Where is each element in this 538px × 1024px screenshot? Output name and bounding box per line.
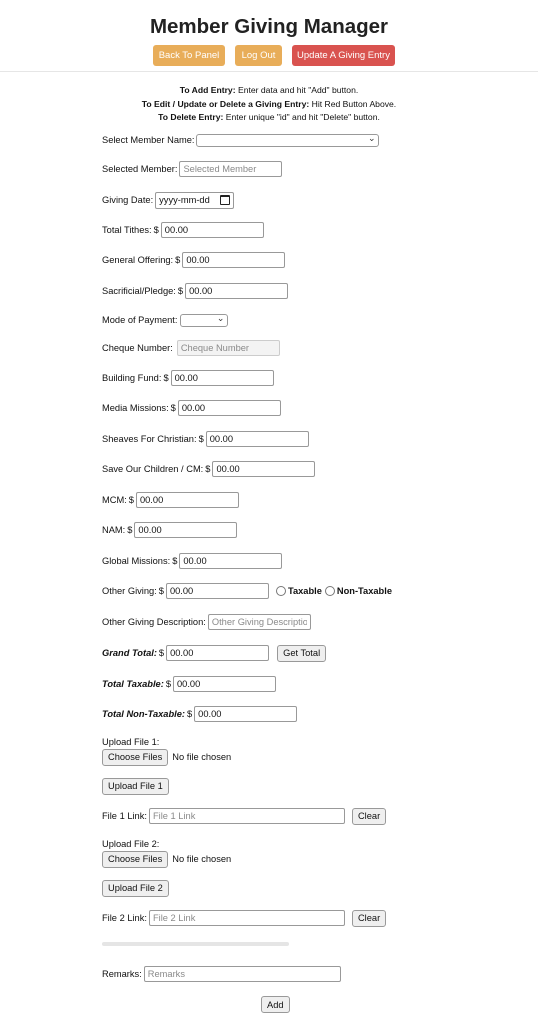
file2-chooser-row xyxy=(102,850,231,868)
file2-status: No file chosen xyxy=(172,854,232,864)
taxable-label: Taxable xyxy=(287,586,322,596)
page-title: Member Giving Manager xyxy=(149,15,389,38)
remarks-label: Remarks: xyxy=(102,969,142,979)
giving-date-value: yyyy-mm-dd xyxy=(159,195,210,205)
selected-member-input[interactable] xyxy=(179,161,282,177)
instruction-edit xyxy=(0,98,538,112)
file1-link-row xyxy=(102,807,386,825)
instruction-delete-label: To Delete Entry: xyxy=(158,112,224,122)
media-missions-row xyxy=(102,399,281,417)
instruction-delete-text: Enter unique "id" and hit "Delete" button. xyxy=(223,112,380,122)
sacrificial-row xyxy=(102,282,288,300)
remarks-row xyxy=(102,965,341,983)
back-to-panel-button[interactable]: Back To Panel xyxy=(153,45,225,66)
sheaves-row xyxy=(102,430,309,448)
dollar-sign: $ xyxy=(163,373,169,383)
mcm-row xyxy=(102,491,239,509)
total-nontaxable-input[interactable] xyxy=(194,706,297,722)
other-giving-label: Other Giving: xyxy=(102,586,157,596)
total-nontaxable-label: Total Non-Taxable: xyxy=(102,709,185,719)
upload-file2-label: Upload File 2: xyxy=(102,839,160,849)
upload2-button-row xyxy=(102,879,169,897)
instructions xyxy=(0,84,538,125)
total-taxable-input[interactable] xyxy=(173,676,276,692)
taxable-radio[interactable] xyxy=(276,586,286,596)
instruction-edit-text: Hit Red Button Above. xyxy=(309,98,397,109)
other-giving-row xyxy=(102,582,392,600)
mode-payment-row xyxy=(102,311,228,329)
get-total-button[interactable]: Get Total xyxy=(277,645,326,662)
chevron-down-icon: ⌄ xyxy=(367,132,376,143)
selected-member-label: Selected Member: xyxy=(102,164,178,174)
grand-total-input[interactable] xyxy=(166,645,269,661)
file1-link-input[interactable] xyxy=(149,808,345,824)
instruction-add-label: To Add Entry: xyxy=(179,85,236,95)
dollar-sign: $ xyxy=(158,648,165,658)
file1-chooser-row xyxy=(102,748,231,766)
upload-file2-button[interactable]: Upload File 2 xyxy=(102,880,169,897)
file2-link-input[interactable] xyxy=(149,910,345,926)
dollar-sign: $ xyxy=(165,679,171,689)
select-member-row xyxy=(102,131,379,149)
file2-link-label: File 2 Link: xyxy=(102,913,147,923)
choose-files-button-1[interactable]: Choose Files xyxy=(102,749,168,766)
page-header xyxy=(0,0,538,72)
upload-file1-button[interactable]: Upload File 1 xyxy=(102,778,169,795)
dollar-sign: $ xyxy=(187,709,193,719)
total-nontaxable-row xyxy=(102,705,297,723)
dollar-sign: $ xyxy=(158,586,164,596)
clear-file2-button[interactable]: Clear xyxy=(352,910,386,927)
file2-link-row xyxy=(102,909,386,927)
mcm-label: MCM: xyxy=(102,495,127,505)
upload-progress-bar xyxy=(102,942,289,946)
clear-file1-button[interactable]: Clear xyxy=(352,808,386,825)
non-taxable-label: Non-Taxable xyxy=(336,586,392,596)
cheque-input[interactable] xyxy=(177,340,280,356)
other-desc-input[interactable] xyxy=(208,614,311,630)
global-missions-input[interactable] xyxy=(179,553,282,569)
add-button[interactable]: Add xyxy=(261,996,290,1013)
total-taxable-row xyxy=(102,675,276,693)
dollar-sign: $ xyxy=(170,403,176,413)
remarks-input[interactable] xyxy=(144,966,341,982)
instruction-edit-label: To Edit / Update or Delete a Giving Entry: xyxy=(141,98,310,109)
instruction-add xyxy=(0,84,538,98)
dollar-sign: $ xyxy=(198,434,204,444)
media-missions-input[interactable] xyxy=(178,400,281,416)
total-taxable-label: Total Taxable: xyxy=(102,679,164,689)
total-tithes-row xyxy=(102,221,264,239)
dollar-sign: $ xyxy=(127,525,133,535)
sacrificial-label: Sacrificial/Pledge: xyxy=(102,286,176,296)
mcm-input[interactable] xyxy=(136,492,239,508)
grand-total-label: Grand Total: xyxy=(102,648,157,658)
save-children-row xyxy=(102,460,315,478)
dollar-sign: $ xyxy=(177,286,184,296)
general-offering-label: General Offering: xyxy=(102,255,174,265)
upload-file1-label: Upload File 1: xyxy=(102,737,160,747)
upload1-button-row xyxy=(102,777,169,795)
dollar-sign: $ xyxy=(128,495,134,505)
choose-files-button-2[interactable]: Choose Files xyxy=(102,851,168,868)
update-giving-entry-button[interactable]: Update A Giving Entry xyxy=(292,45,395,66)
cheque-row xyxy=(102,339,280,357)
select-member-dropdown[interactable] xyxy=(196,134,379,147)
giving-date-row xyxy=(102,191,234,209)
dollar-sign: $ xyxy=(205,464,211,474)
select-member-label: Select Member Name: xyxy=(102,135,195,145)
nam-label: NAM: xyxy=(102,525,126,535)
general-offering-row xyxy=(102,251,285,269)
dollar-sign: $ xyxy=(172,556,178,566)
instruction-add-text: Enter data and hit "Add" button. xyxy=(235,85,359,95)
sheaves-input[interactable] xyxy=(206,431,309,447)
grand-total-row xyxy=(102,644,326,662)
total-tithes-input[interactable] xyxy=(161,222,264,238)
chevron-down-icon: ⌄ xyxy=(216,312,225,323)
other-desc-label: Other Giving Description: xyxy=(102,617,206,627)
general-offering-input[interactable] xyxy=(182,252,285,268)
media-missions-label: Media Missions: xyxy=(102,403,169,413)
sacrificial-input[interactable] xyxy=(185,283,288,299)
building-fund-label: Building Fund: xyxy=(102,373,162,383)
non-taxable-radio[interactable] xyxy=(325,586,335,596)
dollar-sign: $ xyxy=(175,255,181,265)
file1-status: No file chosen xyxy=(172,752,232,762)
cheque-label: Cheque Number: xyxy=(102,343,173,353)
mode-payment-label: Mode of Payment: xyxy=(102,315,178,325)
sheaves-label: Sheaves For Christian: xyxy=(102,434,197,444)
dollar-sign: $ xyxy=(153,225,159,235)
file1-link-label: File 1 Link: xyxy=(102,811,147,821)
log-out-button[interactable]: Log Out xyxy=(235,45,282,66)
save-children-input[interactable] xyxy=(212,461,315,477)
building-fund-input[interactable] xyxy=(171,370,274,386)
global-missions-label: Global Missions: xyxy=(102,556,171,566)
selected-member-row xyxy=(102,160,282,178)
giving-date-input[interactable] xyxy=(155,192,234,209)
total-tithes-label: Total Tithes: xyxy=(102,225,152,235)
nam-input[interactable] xyxy=(134,522,237,538)
calendar-icon[interactable] xyxy=(220,195,230,205)
global-missions-row xyxy=(102,552,282,570)
mode-payment-dropdown[interactable] xyxy=(180,314,228,327)
giving-date-label: Giving Date: xyxy=(102,195,154,205)
building-fund-row xyxy=(102,369,274,387)
nam-row xyxy=(102,521,237,539)
other-desc-row xyxy=(102,613,311,631)
save-children-label: Save Our Children / CM: xyxy=(102,464,204,474)
other-giving-input[interactable] xyxy=(166,583,269,599)
instruction-delete xyxy=(0,111,538,125)
